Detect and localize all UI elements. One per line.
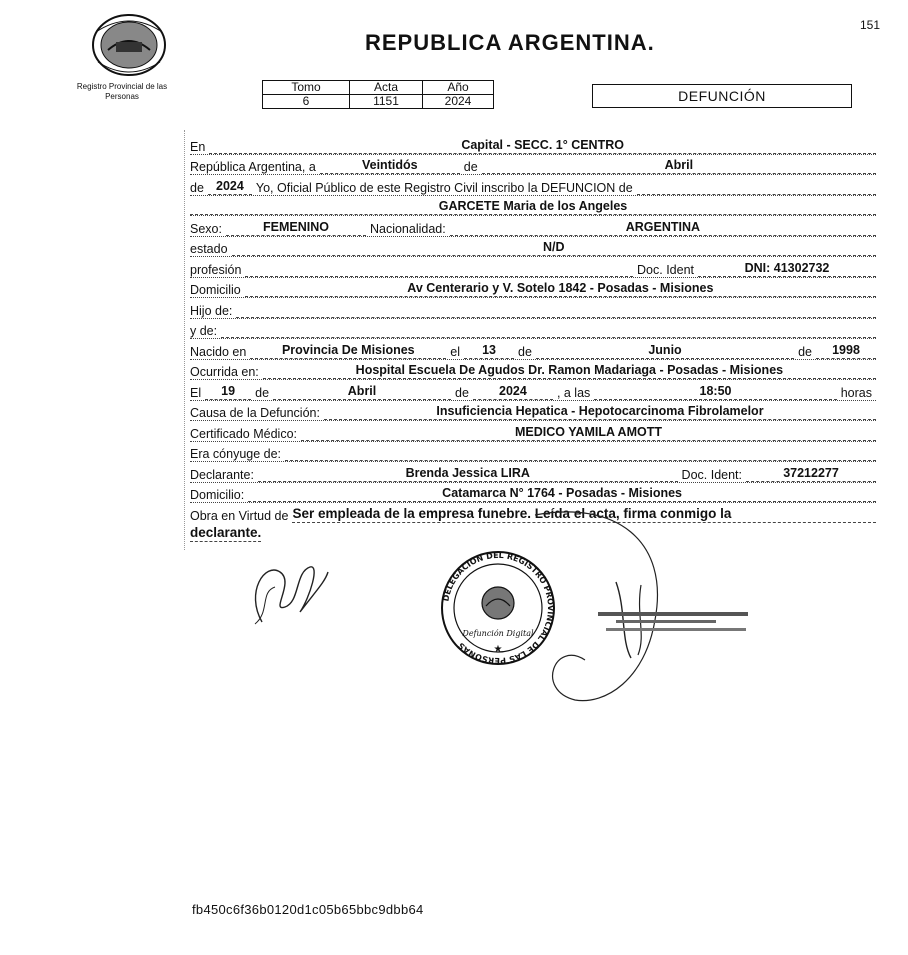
- row-sexo: [190, 216, 876, 237]
- seal-ring-text: DELEGACION DEL REGISTRO PROVINCIAL DE LAS PERSONAS: [441, 550, 556, 666]
- row-ocurrida: [190, 360, 876, 381]
- record-type-box: DEFUNCIÓN: [592, 84, 852, 108]
- row-domicilio-2: [190, 483, 876, 504]
- certificado-value: MEDICO YAMILA AMOTT: [301, 425, 876, 441]
- republica-label: República Argentina, a: [190, 160, 316, 174]
- year-value: 2024: [208, 179, 252, 195]
- row-declarante: [190, 462, 876, 483]
- official-signature-stamp-icon: [586, 580, 756, 660]
- obra-value-2: declarante.: [190, 525, 262, 540]
- svg-text:★: ★: [493, 644, 503, 655]
- decl-doc-value: 37212277: [746, 466, 876, 482]
- obra-value: Ser empleada de la empresa funebre. Leída el acta, firma conmigo la: [292, 506, 876, 523]
- hijo-label: Hijo de:: [190, 303, 233, 318]
- row-certificado: [190, 421, 876, 442]
- deceased-name-value: GARCETE Maria de los Angeles: [190, 199, 876, 215]
- doc-ident-label: Doc. Ident: [637, 262, 694, 277]
- ocurrida-value: Hospital Escuela De Agudos Dr. Ramon Madariaga - Posadas - Misiones: [263, 363, 876, 379]
- de-label-2: de: [190, 180, 204, 195]
- margin-rule: [184, 130, 185, 550]
- birth-year-value: 1998: [816, 343, 876, 359]
- tomo-value: 6: [263, 95, 350, 109]
- nacido-value: Provincia De Misiones: [250, 343, 446, 359]
- birth-month-value: Junio: [536, 343, 794, 359]
- row-date: [190, 155, 876, 176]
- conyuge-value: [285, 459, 876, 461]
- place-value: Capital - SECC. 1° CENTRO: [209, 138, 876, 154]
- book-reference-table: [262, 80, 494, 109]
- birth-day-value: 13: [464, 343, 514, 359]
- profesion-value: [245, 275, 633, 277]
- page-number: 151: [859, 18, 880, 32]
- row-name: [190, 196, 876, 217]
- sexo-label: Sexo:: [190, 221, 222, 236]
- birth-de-1: de: [518, 344, 532, 359]
- row-estado: [190, 237, 876, 258]
- ano-value: 2024: [423, 95, 494, 109]
- death-year-value: 2024: [473, 384, 553, 400]
- month-value: Abril: [482, 158, 876, 174]
- de-label: de: [463, 160, 478, 174]
- domicilio-2-label: Domicilio:: [190, 488, 245, 502]
- tomo-header: Tomo: [263, 81, 350, 95]
- row-profesion: [190, 257, 876, 278]
- el-label: el: [450, 344, 461, 359]
- seal-inner-text: Defunción Digital: [462, 629, 534, 638]
- death-month-value: Abril: [273, 384, 451, 400]
- row-year: [190, 175, 876, 196]
- inscribo-blank: [637, 193, 876, 195]
- hijo-value: [236, 316, 876, 318]
- en-label: En: [190, 139, 206, 154]
- official-round-seal-icon: [438, 548, 558, 668]
- causa-label: Causa de la Defunción:: [190, 406, 320, 420]
- death-record-form: [190, 134, 876, 542]
- conyuge-label: Era cónyuge de:: [190, 447, 282, 461]
- estado-label: estado: [190, 242, 228, 256]
- ocurrida-label: Ocurrida en:: [190, 365, 259, 379]
- estado-value: N/D: [232, 240, 876, 256]
- registry-label: Registro Provincial de las Personas: [76, 82, 168, 101]
- row-conyuge: [190, 442, 876, 463]
- doc-ident-value: DNI: 41302732: [698, 261, 876, 277]
- y-de-label: y de:: [190, 324, 218, 338]
- causa-value: Insuficiencia Hepatica - Hepotocarcinoma Fibrolamelor: [324, 404, 876, 420]
- declarante-value: Brenda Jessica LIRA: [258, 466, 678, 482]
- row-y-de: [190, 319, 876, 340]
- certificado-label: Certificado Médico:: [190, 426, 297, 441]
- declarant-signature-icon: [240, 552, 330, 632]
- nacionalidad-value: ARGENTINA: [450, 220, 876, 236]
- row-domicilio: [190, 278, 876, 299]
- birth-de-2: de: [798, 344, 812, 359]
- obra-label: Obra en Virtud de: [190, 508, 289, 523]
- el-label-2: El: [190, 385, 202, 400]
- profesion-label: profesión: [190, 262, 242, 277]
- provincial-registry-emblem-icon: [88, 12, 170, 78]
- ano-header: Año: [423, 81, 494, 95]
- acta-header: Acta: [350, 81, 423, 95]
- death-de-2: de: [455, 385, 469, 400]
- sexo-value: FEMENINO: [226, 220, 366, 236]
- horas-label: horas: [840, 385, 872, 400]
- domicilio-value: Av Centerario y V. Sotelo 1842 - Posadas - Misiones: [245, 281, 876, 297]
- row-nacido: [190, 339, 876, 360]
- day-words-value: Veintidós: [320, 158, 460, 174]
- inscribo-text: Yo, Oficial Público de este Registro Civil inscribo la DEFUNCION de: [255, 180, 633, 195]
- a-las-label: , a las: [556, 385, 591, 400]
- domicilio-2-value: Catamarca N° 1764 - Posadas - Misiones: [248, 486, 876, 502]
- document-title: REPUBLICA ARGENTINA.: [365, 30, 655, 55]
- nacido-label: Nacido en: [190, 344, 247, 359]
- declarante-label: Declarante:: [190, 467, 254, 482]
- domicilio-label: Domicilio: [190, 283, 241, 297]
- death-day-value: 19: [205, 384, 251, 400]
- y-de-value: [221, 336, 876, 338]
- document-hash: fb450c6f36b0120d1c05b65bbc9dbb64: [192, 902, 424, 917]
- death-time-value: 18:50: [594, 384, 836, 400]
- acta-value: 1151: [350, 95, 423, 109]
- row-en: [190, 134, 876, 155]
- nacionalidad-label: Nacionalidad:: [369, 221, 446, 236]
- decl-doc-label: Doc. Ident:: [681, 467, 742, 482]
- row-hijo: [190, 298, 876, 319]
- row-causa: [190, 401, 876, 422]
- row-death-date: [190, 380, 876, 401]
- death-de-1: de: [255, 385, 270, 400]
